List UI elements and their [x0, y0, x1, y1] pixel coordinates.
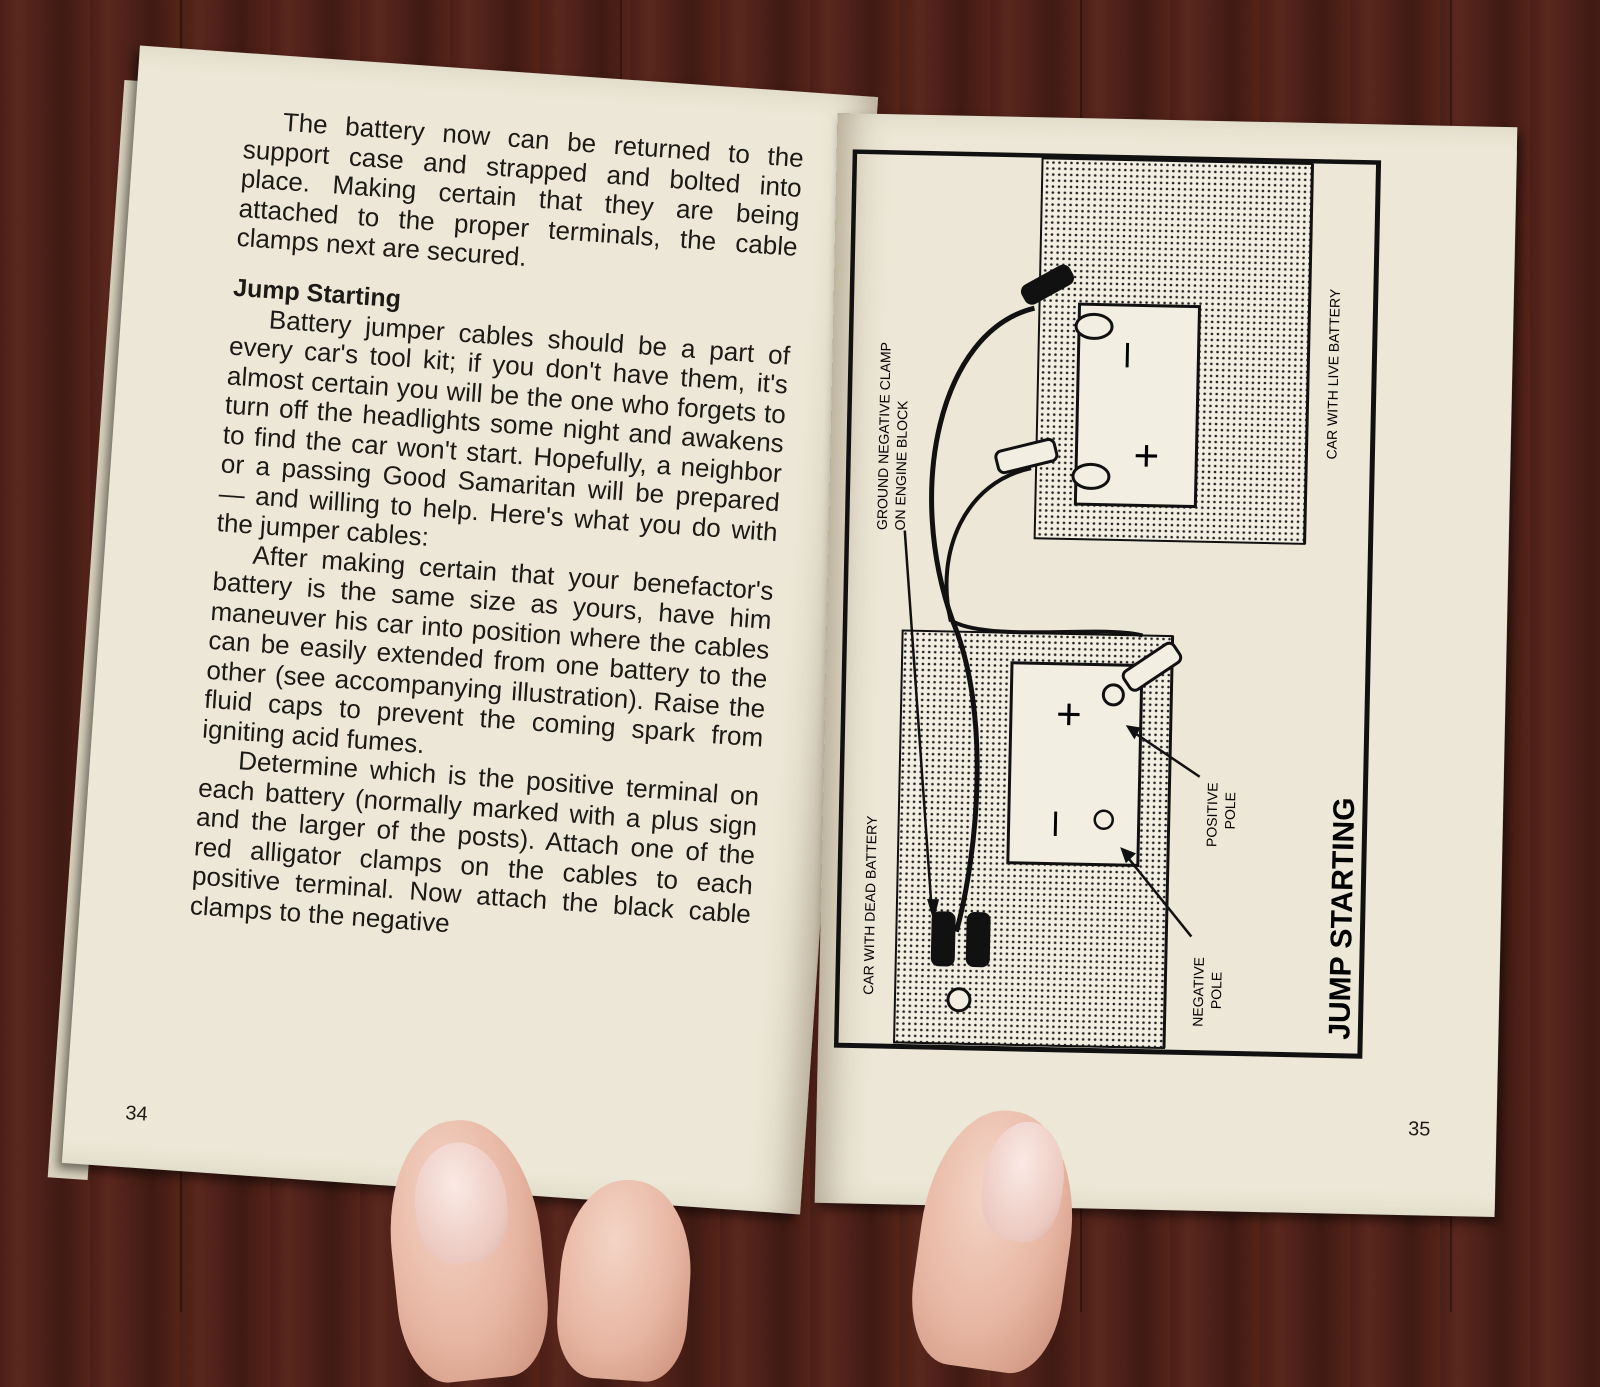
- label-positive-pole: POSITIVE: [1203, 782, 1221, 848]
- plus-symbol: +: [1055, 689, 1083, 740]
- jump-starting-diagram: [834, 149, 1383, 1060]
- paragraph: Determine which is the positive terminal on each battery (normally marked with a plus sign and the larger of the posts). Attach one of the red alligator clamps on the cables to each positive terminal. Now attach the black cable clamps to the negative: [189, 745, 761, 938]
- paragraph: Battery jumper cables should be a part of every car's tool kit; if you don't have them, it's almost certain you will be the one who forgets to turn off the headlights some night and awakens to find the car won't start. Hopefully, a neighbor or a passing Good Samaritan will be prepared — and willing to help. Here's what you do with the jumper cables:: [215, 303, 791, 552]
- label-negative-pole: POLE: [1207, 971, 1225, 1010]
- paragraph: After making certain that your benefactor's battery is the same size as yours, have him maneuver his car into position where the cables can be easily extended from one battery to the other (see accompanying illustration). Raise the fluid caps to prevent the coming spark from igniting acid fumes.: [201, 539, 775, 759]
- paragraph: The battery now can be returned to the support case and strapped and bolted into place. Making certain that they are being attached to the proper terminals, the cable clamps next are secured.: [235, 106, 805, 273]
- page-number: 34: [124, 1102, 149, 1126]
- thumbnail: [409, 1138, 513, 1267]
- plus-symbol: +: [1133, 431, 1160, 481]
- section-heading: Jump Starting: [232, 273, 402, 313]
- minus-symbol: –: [1099, 342, 1149, 368]
- finger: [553, 1176, 697, 1385]
- label-live-battery: CAR WITH LIVE BATTERY: [1323, 288, 1343, 460]
- label-ground-clamp: ON ENGINE BLOCK: [891, 400, 911, 531]
- red-jumper-cable: [946, 466, 1031, 623]
- minus-symbol: –: [1027, 810, 1077, 837]
- page-number: 35: [1407, 1118, 1431, 1141]
- label-ground-clamp: GROUND NEGATIVE CLAMP: [873, 341, 894, 531]
- label-negative-pole: NEGATIVE: [1189, 956, 1207, 1027]
- label-positive-pole: POLE: [1221, 791, 1239, 830]
- left-page: [62, 46, 878, 1215]
- left-page-text: [189, 105, 805, 959]
- label-dead-battery: CAR WITH DEAD BATTERY: [860, 815, 880, 995]
- diagram-title: JUMP STARTING: [1323, 797, 1362, 1041]
- right-page: [815, 113, 1518, 1217]
